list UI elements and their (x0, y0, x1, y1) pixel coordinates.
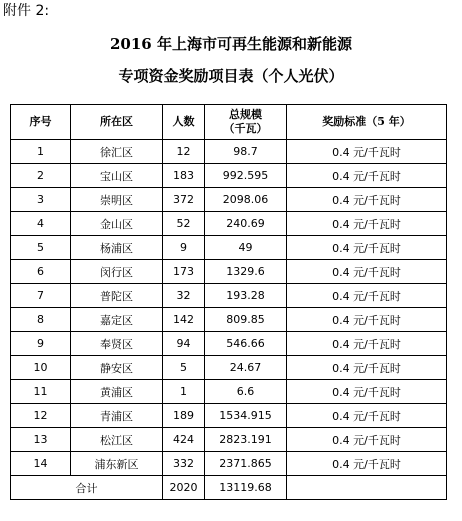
cell-capacity: 24.67 (205, 356, 287, 380)
cell-no: 4 (11, 212, 71, 236)
table-row (11, 236, 447, 260)
header-count: 人数 (163, 105, 205, 140)
cell-count: 9 (163, 236, 205, 260)
table-row (11, 356, 447, 380)
table-row (11, 452, 447, 476)
cell-no: 13 (11, 428, 71, 452)
cell-capacity: 1534.915 (205, 404, 287, 428)
cell-standard: 0.4 元/千瓦时 (287, 428, 447, 452)
cell-district: 徐汇区 (71, 140, 163, 164)
cell-no: 10 (11, 356, 71, 380)
attachment-label: 附件 2: (3, 3, 50, 19)
cell-count: 372 (163, 188, 205, 212)
cell-district: 青浦区 (71, 404, 163, 428)
cell-capacity: 49 (205, 236, 287, 260)
table-row (11, 332, 447, 356)
cell-count: 1 (163, 380, 205, 404)
cell-count: 142 (163, 308, 205, 332)
cell-standard: 0.4 元/千瓦时 (287, 380, 447, 404)
cell-count: 183 (163, 164, 205, 188)
table-row (11, 260, 447, 284)
cell-district: 杨浦区 (71, 236, 163, 260)
total-standard (287, 476, 447, 500)
cell-capacity: 193.28 (205, 284, 287, 308)
cell-no: 5 (11, 236, 71, 260)
table-row (11, 404, 447, 428)
document-subtitle: 专项资金奖励项目表（个人光伏） (118, 67, 344, 85)
cell-capacity: 6.6 (205, 380, 287, 404)
total-capacity: 13119.68 (205, 476, 287, 500)
table-row (11, 164, 447, 188)
header-district: 所在区 (71, 105, 163, 140)
cell-standard: 0.4 元/千瓦时 (287, 212, 447, 236)
cell-capacity: 240.69 (205, 212, 287, 236)
header-capacity (205, 105, 287, 140)
header-standard: 奖励标准（5 年） (287, 105, 447, 140)
table-row (11, 188, 447, 212)
header-capacity-label: 总规模 (229, 108, 262, 121)
cell-standard: 0.4 元/千瓦时 (287, 332, 447, 356)
cell-standard: 0.4 元/千瓦时 (287, 308, 447, 332)
cell-standard: 0.4 元/千瓦时 (287, 356, 447, 380)
cell-no: 7 (11, 284, 71, 308)
cell-count: 424 (163, 428, 205, 452)
cell-district: 金山区 (71, 212, 163, 236)
cell-standard: 0.4 元/千瓦时 (287, 236, 447, 260)
table-row (11, 380, 447, 404)
cell-count: 332 (163, 452, 205, 476)
table-row (11, 212, 447, 236)
subsidy-table (10, 104, 447, 500)
cell-no: 2 (11, 164, 71, 188)
cell-district: 嘉定区 (71, 308, 163, 332)
cell-district: 黄浦区 (71, 380, 163, 404)
cell-standard: 0.4 元/千瓦时 (287, 164, 447, 188)
cell-capacity: 992.595 (205, 164, 287, 188)
cell-district: 闵行区 (71, 260, 163, 284)
table-row (11, 284, 447, 308)
cell-standard: 0.4 元/千瓦时 (287, 260, 447, 284)
cell-standard: 0.4 元/千瓦时 (287, 284, 447, 308)
cell-no: 14 (11, 452, 71, 476)
cell-capacity: 1329.6 (205, 260, 287, 284)
document-title: 2016 年上海市可再生能源和新能源 (110, 35, 352, 53)
cell-district: 崇明区 (71, 188, 163, 212)
cell-count: 5 (163, 356, 205, 380)
total-count: 2020 (163, 476, 205, 500)
cell-no: 3 (11, 188, 71, 212)
header-capacity-unit: （千瓦） (223, 122, 268, 135)
table-row (11, 308, 447, 332)
cell-no: 9 (11, 332, 71, 356)
cell-count: 32 (163, 284, 205, 308)
total-label: 合计 (11, 476, 163, 500)
cell-district: 松江区 (71, 428, 163, 452)
cell-no: 1 (11, 140, 71, 164)
cell-capacity: 2098.06 (205, 188, 287, 212)
cell-district: 静安区 (71, 356, 163, 380)
cell-count: 52 (163, 212, 205, 236)
cell-no: 6 (11, 260, 71, 284)
cell-capacity: 2823.191 (205, 428, 287, 452)
cell-capacity: 546.66 (205, 332, 287, 356)
cell-standard: 0.4 元/千瓦时 (287, 140, 447, 164)
cell-district: 浦东新区 (71, 452, 163, 476)
total-row (11, 476, 447, 500)
cell-standard: 0.4 元/千瓦时 (287, 404, 447, 428)
cell-capacity: 98.7 (205, 140, 287, 164)
cell-count: 94 (163, 332, 205, 356)
cell-capacity: 2371.865 (205, 452, 287, 476)
cell-standard: 0.4 元/千瓦时 (287, 452, 447, 476)
cell-count: 12 (163, 140, 205, 164)
header-no: 序号 (11, 105, 71, 140)
cell-district: 普陀区 (71, 284, 163, 308)
cell-capacity: 809.85 (205, 308, 287, 332)
cell-standard: 0.4 元/千瓦时 (287, 188, 447, 212)
table-row (11, 428, 447, 452)
cell-no: 8 (11, 308, 71, 332)
header-row (11, 105, 447, 140)
cell-count: 173 (163, 260, 205, 284)
cell-no: 12 (11, 404, 71, 428)
cell-district: 奉贤区 (71, 332, 163, 356)
table-row (11, 140, 447, 164)
cell-district: 宝山区 (71, 164, 163, 188)
cell-count: 189 (163, 404, 205, 428)
cell-no: 11 (11, 380, 71, 404)
